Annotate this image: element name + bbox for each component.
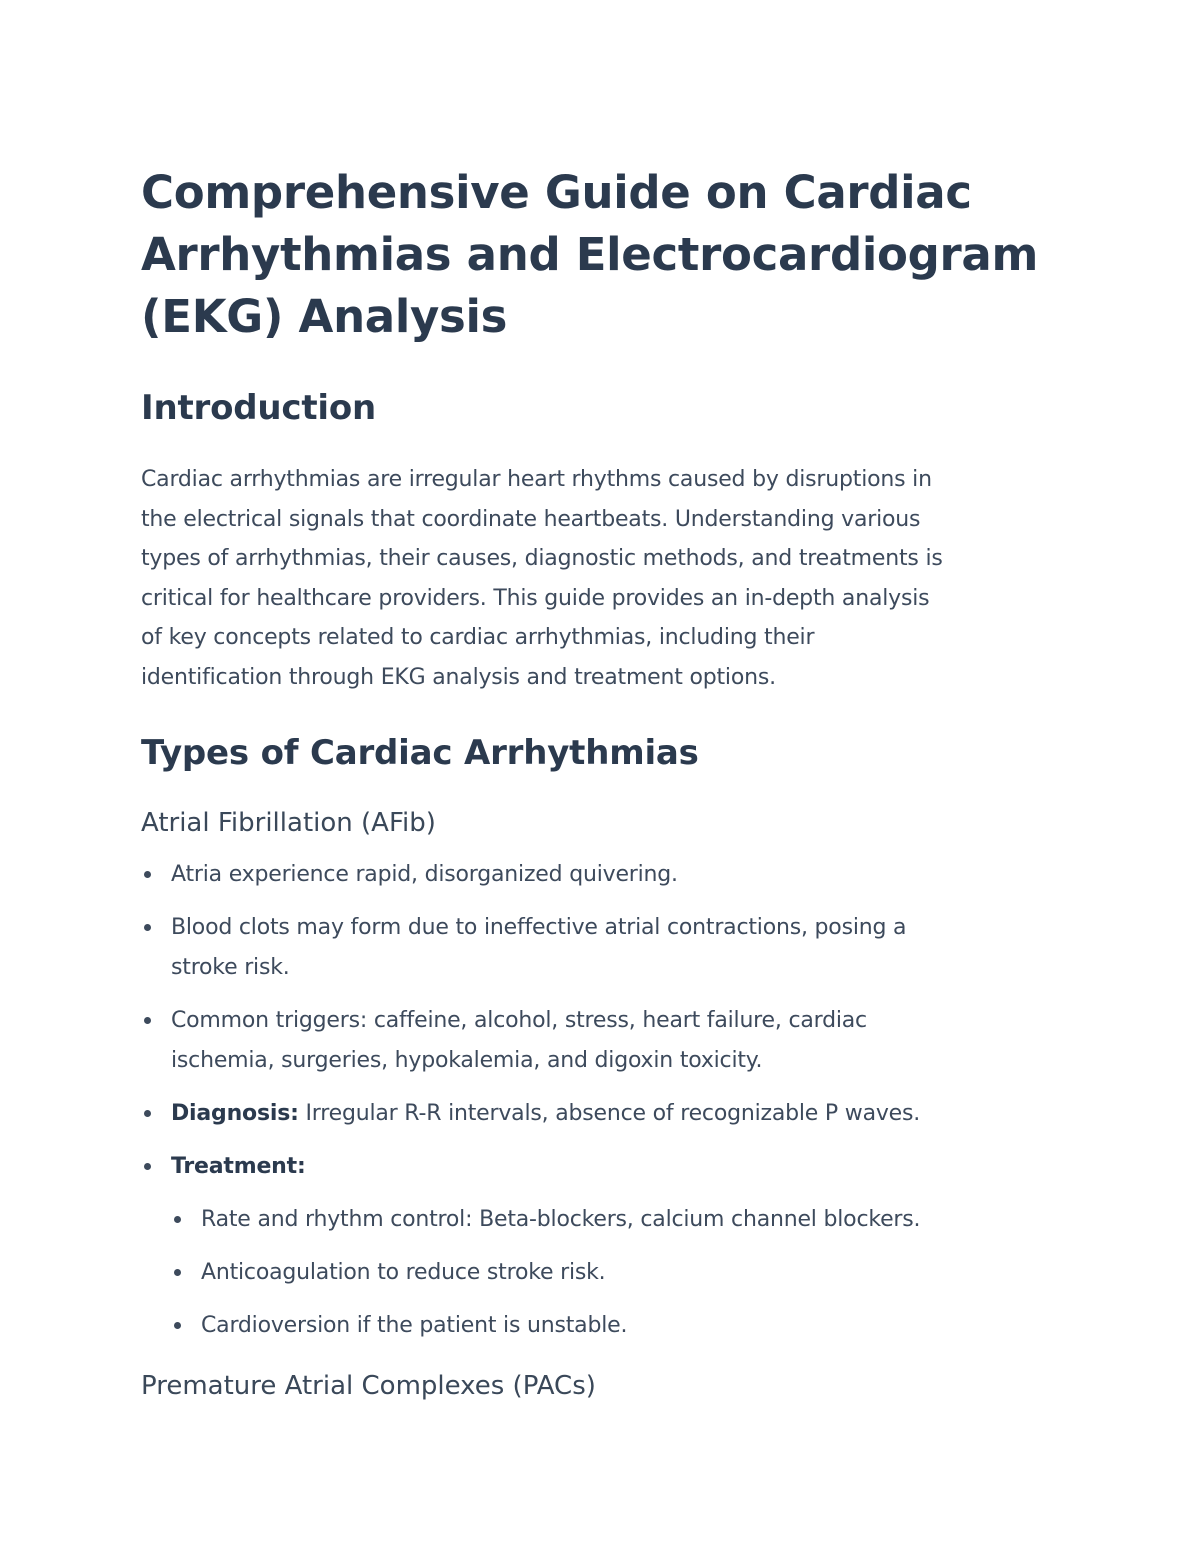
sub-bullet-text: Rate and rhythm control: Beta-blockers, calcium channel blockers. — [201, 1207, 921, 1232]
bullet-text: stroke risk. — [171, 955, 290, 980]
bullet-dot-icon — [144, 1110, 151, 1117]
sub-bullet-text: Anticoagulation to reduce stroke risk. — [201, 1260, 606, 1285]
types-heading: Types of Cardiac Arrhythmias — [141, 733, 699, 773]
paragraph-line: types of arrhythmias, their causes, diagnostic methods, and treatments is — [141, 546, 943, 571]
bullet-dot-icon — [144, 1017, 151, 1024]
paragraph-line: of key concepts related to cardiac arrhythmias, including their — [141, 625, 815, 650]
document-title — [141, 162, 1061, 348]
introduction-heading: Introduction — [141, 388, 377, 428]
title-line: Comprehensive Guide on Cardiac — [141, 166, 972, 219]
bullet-dot-icon — [144, 924, 151, 931]
bullet-dot-icon — [174, 1216, 181, 1223]
list-item-treatment — [141, 1147, 1061, 1346]
treatment-label: Treatment: — [171, 1154, 306, 1179]
list-item — [141, 1001, 1061, 1081]
list-item — [141, 908, 1061, 988]
bullet-text: ischemia, surgeries, hypokalemia, and digoxin toxicity. — [171, 1048, 763, 1073]
paragraph-line: critical for healthcare providers. This guide provides an in-depth analysis — [141, 585, 930, 611]
paragraph-line: Cardiac arrhythmias are irregular heart rhythms caused by disruptions in — [141, 467, 932, 492]
paragraph-line: identification through EKG analysis and treatment options. — [141, 664, 776, 690]
bullet-dot-icon — [144, 1163, 151, 1170]
title-line: (EKG) Analysis — [141, 290, 508, 343]
bullet-dot-icon — [174, 1269, 181, 1276]
bullet-text: Common triggers: caffeine, alcohol, stress, heart failure, cardiac — [171, 1008, 867, 1033]
afib-heading: Atrial Fibrillation (AFib) — [141, 808, 436, 838]
diagnosis-text: Irregular R-R intervals, absence of recognizable P waves. — [298, 1101, 921, 1126]
afib-bullet-list — [141, 855, 1061, 1346]
sub-list-item — [171, 1200, 1061, 1240]
sub-list-item — [171, 1306, 1061, 1346]
introduction-paragraph — [141, 460, 1061, 697]
pacs-heading: Premature Atrial Complexes (PACs) — [141, 1371, 596, 1401]
bullet-text: Atria experience rapid, disorganized quivering. — [171, 862, 678, 887]
paragraph-line: the electrical signals that coordinate heartbeats. Understanding various — [141, 506, 921, 532]
title-line: Arrhythmias and Electrocardiogram — [141, 228, 1039, 281]
treatment-sub-list — [171, 1200, 1061, 1346]
bullet-text: Blood clots may form due to ineffective atrial contractions, posing a — [171, 915, 907, 940]
bullet-dot-icon — [174, 1322, 181, 1329]
bullet-dot-icon — [144, 871, 151, 878]
sub-list-item — [171, 1253, 1061, 1293]
diagnosis-label: Diagnosis: — [171, 1101, 299, 1126]
document-page — [141, 162, 1061, 1404]
list-item-diagnosis — [141, 1094, 1061, 1134]
list-item — [141, 855, 1061, 895]
sub-bullet-text: Cardioversion if the patient is unstable. — [201, 1313, 628, 1338]
